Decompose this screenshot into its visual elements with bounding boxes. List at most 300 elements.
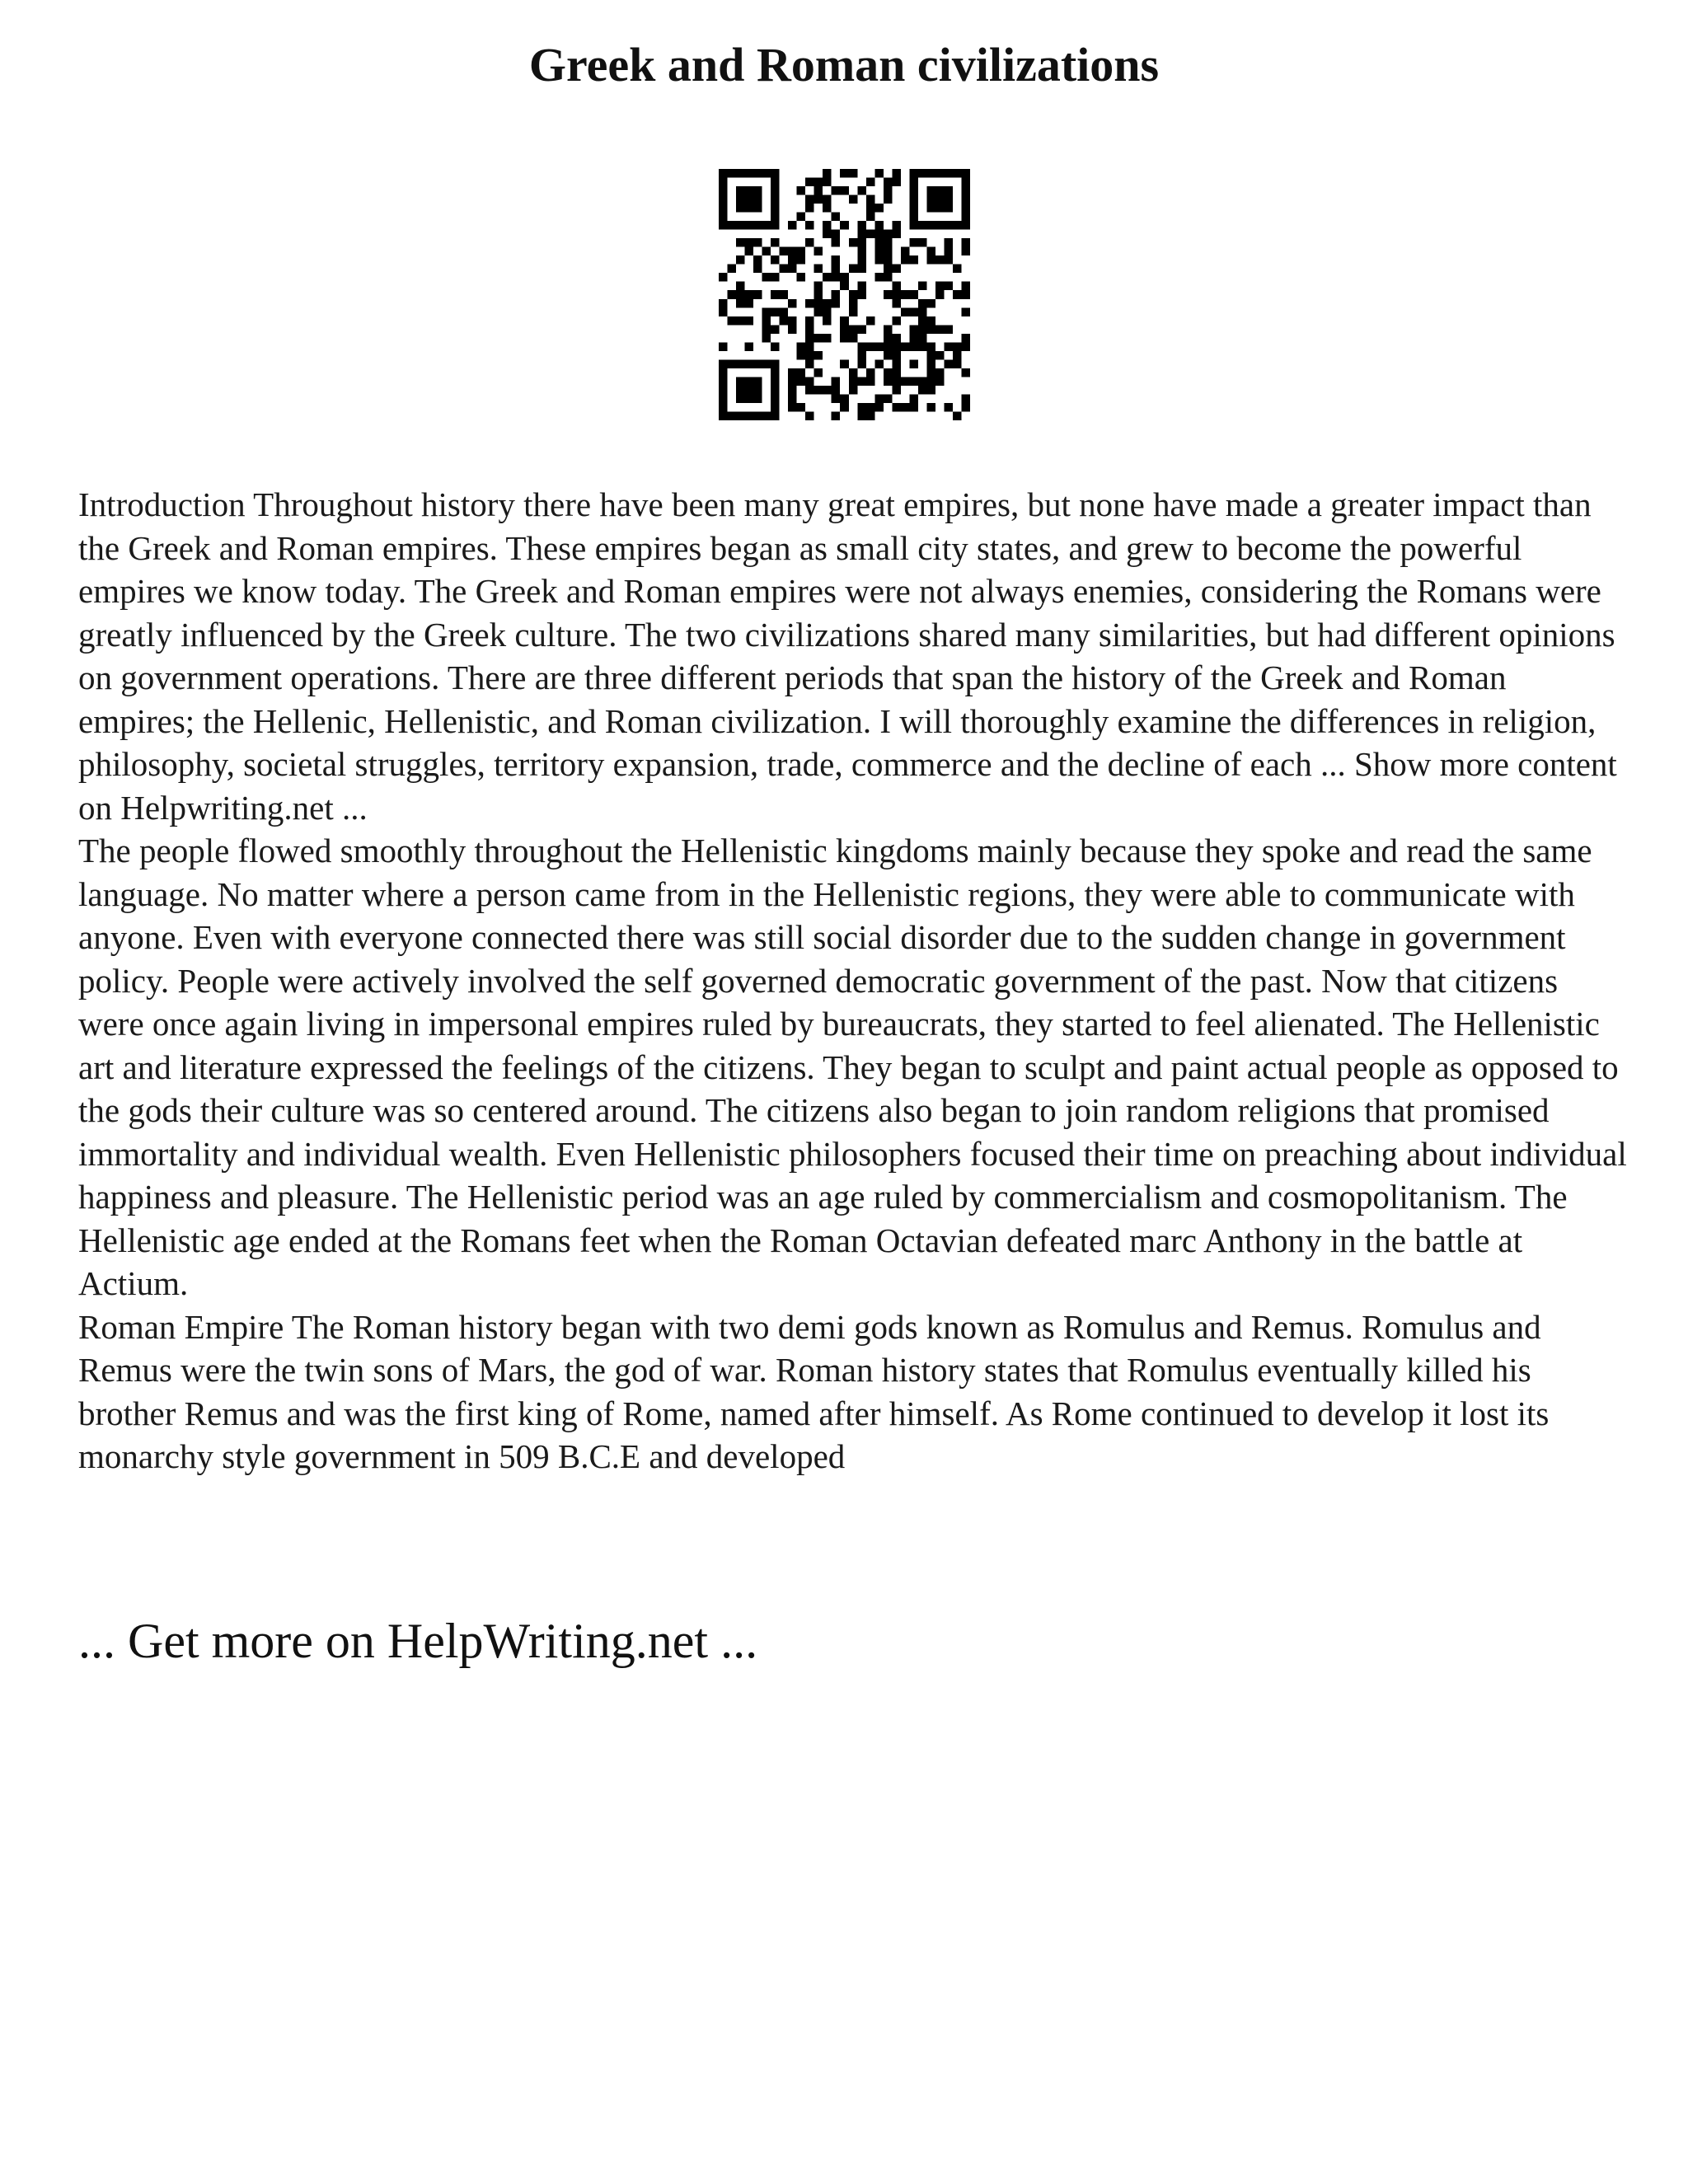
qr-module	[797, 213, 806, 222]
qr-module	[961, 282, 970, 291]
qr-module	[926, 342, 935, 351]
qr-module	[857, 351, 866, 360]
qr-module	[771, 178, 780, 187]
qr-module	[961, 186, 970, 195]
qr-module	[719, 195, 728, 204]
qr-module	[745, 195, 754, 204]
qr-module	[719, 403, 728, 412]
qr-module	[892, 265, 901, 274]
qr-module	[780, 316, 789, 326]
qr-module	[874, 255, 884, 265]
qr-module	[909, 255, 918, 265]
qr-module	[849, 334, 858, 343]
qr-module	[866, 403, 875, 412]
qr-module	[771, 195, 780, 204]
qr-module	[728, 290, 737, 299]
qr-module	[935, 204, 945, 213]
qr-module	[892, 386, 901, 395]
qr-module	[719, 377, 728, 386]
qr-module	[926, 186, 935, 195]
qr-module	[788, 255, 797, 265]
qr-module	[823, 204, 832, 213]
qr-module	[745, 394, 754, 403]
qr-module	[918, 307, 927, 316]
qr-module	[753, 377, 762, 386]
qr-module	[788, 403, 797, 412]
qr-module	[814, 334, 823, 343]
qr-module	[728, 359, 737, 368]
qr-module	[926, 368, 935, 377]
qr-module	[736, 299, 745, 308]
qr-module	[909, 178, 918, 187]
qr-module	[909, 325, 918, 334]
qr-module	[762, 273, 771, 282]
qr-module	[944, 325, 953, 334]
qr-module	[736, 195, 745, 204]
qr-module	[797, 255, 806, 265]
qr-module	[771, 169, 780, 178]
qr-module	[823, 221, 832, 230]
qr-module	[771, 273, 780, 282]
qr-module	[849, 386, 858, 395]
qr-module	[719, 213, 728, 222]
qr-module	[935, 255, 945, 265]
qr-module	[771, 238, 780, 247]
qr-module	[935, 377, 945, 386]
qr-module	[762, 334, 771, 343]
qr-module	[884, 238, 893, 247]
qr-module	[961, 213, 970, 222]
qr-module	[953, 169, 962, 178]
qr-module	[745, 386, 754, 395]
qr-module	[944, 195, 953, 204]
qr-module	[771, 255, 780, 265]
qr-module	[874, 394, 884, 403]
qr-module	[884, 325, 893, 334]
qr-module	[944, 186, 953, 195]
qr-module	[745, 411, 754, 420]
qr-module	[771, 386, 780, 395]
qr-module	[892, 290, 901, 299]
qr-module	[719, 204, 728, 213]
qr-module	[832, 299, 841, 308]
qr-module	[788, 247, 797, 256]
qr-module	[745, 359, 754, 368]
qr-module	[805, 325, 814, 334]
qr-module	[788, 377, 797, 386]
qr-module	[866, 213, 875, 222]
qr-module	[866, 316, 875, 326]
qr-module	[884, 342, 893, 351]
qr-module	[849, 307, 858, 316]
qr-module	[753, 265, 762, 274]
qr-module	[805, 238, 814, 247]
qr-module	[884, 377, 893, 386]
qr-module	[944, 255, 953, 265]
qr-module	[849, 299, 858, 308]
qr-module	[849, 169, 858, 178]
qr-module	[788, 394, 797, 403]
qr-module	[961, 403, 970, 412]
document-title: Greek and Roman civilizations	[528, 38, 1160, 91]
qr-module	[918, 299, 927, 308]
qr-module	[953, 359, 962, 368]
qr-module	[762, 359, 771, 368]
qr-module	[926, 255, 935, 265]
qr-module	[961, 247, 970, 256]
qr-module	[823, 334, 832, 343]
qr-module	[832, 265, 841, 274]
qr-module	[849, 368, 858, 377]
qr-module	[884, 334, 893, 343]
qr-module	[874, 221, 884, 230]
qr-module	[736, 238, 745, 247]
qr-module	[884, 273, 893, 282]
qr-module	[823, 230, 832, 239]
qr-module	[805, 299, 814, 308]
qr-module	[832, 273, 841, 282]
qr-module	[736, 411, 745, 420]
qr-module	[745, 342, 754, 351]
qr-module	[805, 204, 814, 213]
qr-module	[909, 377, 918, 386]
qr-module	[857, 411, 866, 420]
qr-module	[814, 386, 823, 395]
qr-module	[961, 290, 970, 299]
qr-module	[814, 178, 823, 187]
document-body	[78, 483, 1628, 1479]
qr-module	[745, 299, 754, 308]
qr-module	[926, 316, 935, 326]
qr-module	[901, 247, 910, 256]
qr-module	[926, 386, 935, 395]
qr-module	[832, 290, 841, 299]
qr-module	[753, 359, 762, 368]
qr-module	[736, 377, 745, 386]
qr-module	[736, 386, 745, 395]
qr-module	[866, 368, 875, 377]
qr-module	[719, 368, 728, 377]
qr-module	[866, 204, 875, 213]
qr-module	[884, 186, 893, 195]
qr-module	[823, 316, 832, 326]
qr-module	[771, 325, 780, 334]
qr-module	[892, 368, 901, 377]
qr-module	[753, 186, 762, 195]
qr-module	[953, 342, 962, 351]
qr-module	[840, 325, 849, 334]
qr-module	[857, 247, 866, 256]
qr-module	[918, 325, 927, 334]
qr-module	[832, 377, 841, 386]
qr-module	[909, 238, 918, 247]
qr-module	[866, 411, 875, 420]
qr-module	[926, 204, 935, 213]
qr-module	[805, 359, 814, 368]
qr-module	[849, 238, 858, 247]
qr-module	[857, 377, 866, 386]
qr-module	[857, 403, 866, 412]
qr-module	[926, 359, 935, 368]
qr-module	[909, 342, 918, 351]
qr-module	[719, 394, 728, 403]
qr-module	[884, 230, 893, 239]
qr-module	[918, 377, 927, 386]
qr-module	[935, 368, 945, 377]
qr-module	[788, 325, 797, 334]
qr-module	[961, 368, 970, 377]
qr-module	[719, 178, 728, 187]
qr-module	[857, 359, 866, 368]
qr-module	[874, 204, 884, 213]
qr-module	[814, 195, 823, 204]
qr-module	[728, 265, 737, 274]
qr-module	[719, 411, 728, 420]
qr-module	[728, 221, 737, 230]
qr-module	[771, 342, 780, 351]
qr-module	[762, 221, 771, 230]
qr-module	[944, 238, 953, 247]
qr-module	[805, 316, 814, 326]
qr-module	[805, 334, 814, 343]
qr-module	[892, 178, 901, 187]
qr-module	[935, 186, 945, 195]
qr-module	[909, 394, 918, 403]
qr-module	[814, 290, 823, 299]
qr-module	[857, 325, 866, 334]
qr-module	[884, 255, 893, 265]
qr-module	[753, 195, 762, 204]
qr-module	[884, 351, 893, 360]
qr-module	[926, 247, 935, 256]
qr-module	[944, 342, 953, 351]
qr-module	[797, 247, 806, 256]
qr-module	[935, 351, 945, 360]
qr-module	[771, 359, 780, 368]
qr-module	[840, 359, 849, 368]
qr-module	[762, 169, 771, 178]
qr-module	[909, 359, 918, 368]
qr-module	[892, 403, 901, 412]
qr-module	[814, 186, 823, 195]
qr-module	[832, 186, 841, 195]
qr-module	[832, 386, 841, 395]
qr-module	[884, 265, 893, 274]
qr-module	[926, 169, 935, 178]
qr-module	[736, 394, 745, 403]
qr-module	[857, 282, 866, 291]
qr-module	[901, 377, 910, 386]
qr-module	[849, 265, 858, 274]
qr-module	[901, 255, 910, 265]
qr-module	[823, 299, 832, 308]
qr-module	[780, 290, 789, 299]
qr-module	[745, 247, 754, 256]
qr-module	[944, 221, 953, 230]
qr-module	[832, 411, 841, 420]
qr-module	[866, 195, 875, 204]
qr-module	[874, 359, 884, 368]
qr-module	[918, 316, 927, 326]
qr-module	[753, 238, 762, 247]
qr-module	[926, 325, 935, 334]
qr-module	[961, 221, 970, 230]
qr-module	[745, 316, 754, 326]
qr-module	[753, 204, 762, 213]
qr-module	[874, 169, 884, 178]
qr-module	[788, 221, 797, 230]
qr-module	[814, 351, 823, 360]
qr-module	[762, 325, 771, 334]
qr-module	[832, 255, 841, 265]
qr-module	[771, 213, 780, 222]
qr-module	[857, 255, 866, 265]
qr-module	[719, 342, 728, 351]
qr-module	[892, 221, 901, 230]
qr-module	[935, 290, 945, 299]
qr-module	[823, 386, 832, 395]
qr-module	[736, 359, 745, 368]
qr-module	[892, 334, 901, 343]
qr-module	[814, 299, 823, 308]
qr-module	[857, 230, 866, 239]
qr-module	[771, 377, 780, 386]
qr-module	[745, 204, 754, 213]
qr-module	[935, 195, 945, 204]
qr-module	[823, 307, 832, 316]
qr-module	[961, 204, 970, 213]
qr-module	[840, 221, 849, 230]
qr-module	[823, 195, 832, 204]
qr-module	[745, 186, 754, 195]
qr-module	[874, 247, 884, 256]
qr-module	[805, 377, 814, 386]
qr-module	[961, 178, 970, 187]
qr-module	[719, 299, 728, 308]
qr-module	[918, 342, 927, 351]
qr-module	[832, 230, 841, 239]
qr-module	[840, 282, 849, 291]
paragraph-introduction: Introduction Throughout history there have been many great empires, but none have made a greater impact than the Greek and Roman empires. These empires began as small city states, and grew to become the powerful empires we know today. The Greek and Roman empires were not always enemies, considering the Romans were greatly influenced by the Greek culture. The two civilizations shared many similarities, but had different opinions on government operations. There are three different periods that span the history of the Greek and Roman empires; the Hellenic, Hellenistic, and Roman civilization. I will thoroughly examine the differences in religion, philosophy, societal struggles, territory expansion, trade, commerce and the decline of each ... Show more content on Helpwriting.net ...	[78, 485, 1617, 827]
qr-module	[892, 342, 901, 351]
qr-module	[866, 230, 875, 239]
qr-module	[840, 334, 849, 343]
qr-module	[753, 221, 762, 230]
qr-module	[753, 290, 762, 299]
qr-module	[909, 221, 918, 230]
qr-module	[926, 221, 935, 230]
qr-module	[909, 334, 918, 343]
qr-module	[874, 238, 884, 247]
qr-module	[857, 290, 866, 299]
qr-module	[788, 299, 797, 308]
qr-module	[944, 247, 953, 256]
qr-module	[961, 169, 970, 178]
qr-module	[849, 377, 858, 386]
qr-module	[840, 403, 849, 412]
qr-module	[909, 213, 918, 222]
get-more-link[interactable]: ... Get more on HelpWriting.net ...	[78, 1614, 758, 1668]
qr-module	[884, 178, 893, 187]
qr-module	[736, 169, 745, 178]
qr-module	[736, 186, 745, 195]
qr-module	[901, 403, 910, 412]
qr-module	[909, 204, 918, 213]
qr-module	[719, 273, 728, 282]
qr-module	[935, 221, 945, 230]
qr-module	[840, 316, 849, 326]
qr-module	[753, 255, 762, 265]
qr-module	[771, 221, 780, 230]
qr-module	[805, 342, 814, 351]
qr-module	[961, 307, 970, 316]
qr-module	[961, 342, 970, 351]
qr-module	[884, 394, 893, 403]
qr-module	[719, 307, 728, 316]
qr-module	[814, 307, 823, 316]
qr-module	[926, 351, 935, 360]
qr-module	[909, 169, 918, 178]
qr-module	[771, 403, 780, 412]
qr-module	[953, 411, 962, 420]
qr-module	[857, 238, 866, 247]
qr-module	[823, 273, 832, 282]
qr-module	[953, 221, 962, 230]
qr-module	[797, 403, 806, 412]
qr-module	[849, 290, 858, 299]
qr-module	[944, 403, 953, 412]
qr-module	[918, 386, 927, 395]
qr-module	[771, 368, 780, 377]
qr-module	[901, 290, 910, 299]
qr-module	[874, 230, 884, 239]
qr-module	[780, 265, 789, 274]
qr-module	[771, 290, 780, 299]
qr-module	[736, 290, 745, 299]
qr-module	[814, 368, 823, 377]
qr-module	[745, 290, 754, 299]
qr-module	[840, 394, 849, 403]
qr-module	[884, 368, 893, 377]
qr-module	[935, 169, 945, 178]
qr-module	[944, 282, 953, 291]
qr-module	[832, 238, 841, 247]
qr-module	[719, 186, 728, 195]
qr-module	[849, 195, 858, 204]
qr-module	[788, 368, 797, 377]
qr-module	[797, 368, 806, 377]
qr-module	[832, 213, 841, 222]
qr-module	[788, 316, 797, 326]
qr-module	[892, 316, 901, 326]
qr-module	[909, 290, 918, 299]
qr-module	[892, 359, 901, 368]
qr-module	[901, 342, 910, 351]
qr-module	[762, 316, 771, 326]
qr-module	[771, 307, 780, 316]
qr-module	[745, 169, 754, 178]
qr-module	[935, 325, 945, 334]
qr-module	[953, 290, 962, 299]
qr-module	[866, 342, 875, 351]
qr-module	[736, 255, 745, 265]
qr-module	[944, 169, 953, 178]
qr-module	[874, 273, 884, 282]
qr-module	[884, 195, 893, 204]
qr-module	[926, 377, 935, 386]
qr-module	[953, 265, 962, 274]
qr-module	[736, 204, 745, 213]
